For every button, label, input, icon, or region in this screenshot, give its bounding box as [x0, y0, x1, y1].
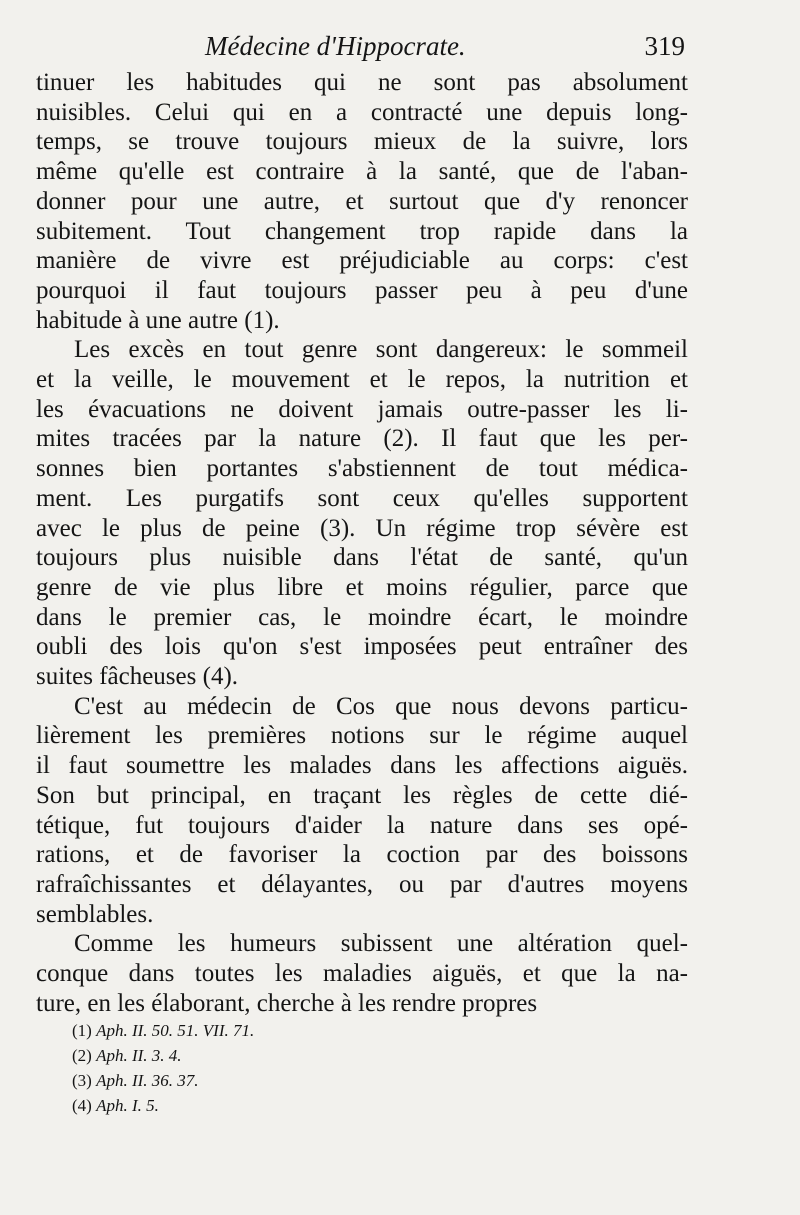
text-line: C'est au médecin de Cos que nous devons particu-	[74, 692, 688, 720]
text-line: oubli des lois qu'on s'est imposées peut entraîner des	[36, 633, 688, 661]
text-line: ture, en les élaborant, cherche à les rendre propres	[36, 989, 538, 1017]
text-line: il faut soumettre les malades dans les affections aiguës.	[36, 752, 688, 780]
page-number: 319	[644, 31, 685, 61]
text-line: Comme les humeurs subissent une altération quel-	[74, 930, 688, 958]
page-header	[205, 28, 685, 64]
text-line: genre de vie plus libre et moins régulier, parce que	[36, 573, 688, 601]
text-line: Les excès en tout genre sont dangereux: le sommeil	[74, 336, 688, 364]
footnotes	[72, 1018, 572, 1118]
running-title: Médecine d'Hippocrate.	[205, 31, 466, 61]
text-line: temps, se trouve toujours mieux de la suivre, lors	[36, 128, 688, 156]
text-line: conque dans toutes les maladies aiguës, et que la na-	[36, 960, 688, 988]
footnote-reference: Aph. II. 36. 37.	[96, 1071, 199, 1090]
text-line: sonnes bien portantes s'abstiennent de tout médica-	[36, 455, 688, 483]
text-line: même qu'elle est contraire à la santé, que de l'aban-	[36, 158, 688, 186]
text-line: rafraîchissantes et délayantes, ou par d'autres moyens	[36, 870, 688, 898]
footnote	[72, 1043, 572, 1068]
footnote-reference: Aph. I. 5.	[96, 1096, 159, 1115]
text-line: subitement. Tout changement trop rapide dans la	[36, 217, 688, 245]
text-line: avec le plus de peine (3). Un régime trop sévère est	[36, 514, 688, 542]
text-line: rations, et de favoriser la coction par des boissons	[36, 841, 688, 869]
text-line: dans le premier cas, le moindre écart, le moindre	[36, 603, 688, 631]
text-line: manière de vivre est préjudiciable au corps: c'est	[36, 247, 688, 275]
paragraph	[36, 692, 688, 930]
text-line: tinuer les habitudes qui ne sont pas absolument	[36, 69, 688, 96]
footnote	[72, 1018, 572, 1043]
text-line: tétique, fut toujours d'aider la nature dans ses opé-	[36, 811, 688, 839]
text-line: donner pour une autre, et surtout que d'y renoncer	[36, 187, 688, 215]
text-line: toujours plus nuisible dans l'état de santé, qu'un	[36, 544, 688, 572]
text-line: lièrement les premières notions sur le régime auquel	[36, 722, 688, 750]
footnote-mark: (2)	[72, 1046, 92, 1065]
footnote-reference: Aph. II. 50. 51. VII. 71.	[96, 1021, 255, 1040]
paragraph	[36, 335, 688, 691]
text-line: et la veille, le mouvement et le repos, la nutrition et	[36, 366, 688, 394]
paragraph	[36, 929, 688, 1018]
text-line: habitude à une autre (1).	[36, 306, 280, 334]
text-line: semblables.	[36, 900, 154, 928]
text-line: Son but principal, en traçant les règles de cette dié-	[36, 781, 688, 809]
footnote	[72, 1068, 572, 1093]
text-line: les évacuations ne doivent jamais outre-passer les li-	[36, 395, 688, 423]
text-line: pourquoi il faut toujours passer peu à peu d'une	[36, 276, 688, 304]
footnote-mark: (1)	[72, 1021, 92, 1040]
text-line: mites tracées par la nature (2). Il faut que les per-	[36, 425, 688, 453]
footnote-mark: (3)	[72, 1071, 92, 1090]
text-line: suites fâcheuses (4).	[36, 663, 239, 691]
text-line: ment. Les purgatifs sont ceux qu'elles supportent	[36, 484, 688, 512]
body-text	[36, 68, 688, 1019]
paragraph	[36, 68, 688, 335]
footnote-mark: (4)	[72, 1096, 92, 1115]
footnote-reference: Aph. II. 3. 4.	[96, 1046, 182, 1065]
text-line: nuisibles. Celui qui en a contracté une depuis long-	[36, 98, 688, 126]
footnote	[72, 1093, 572, 1118]
